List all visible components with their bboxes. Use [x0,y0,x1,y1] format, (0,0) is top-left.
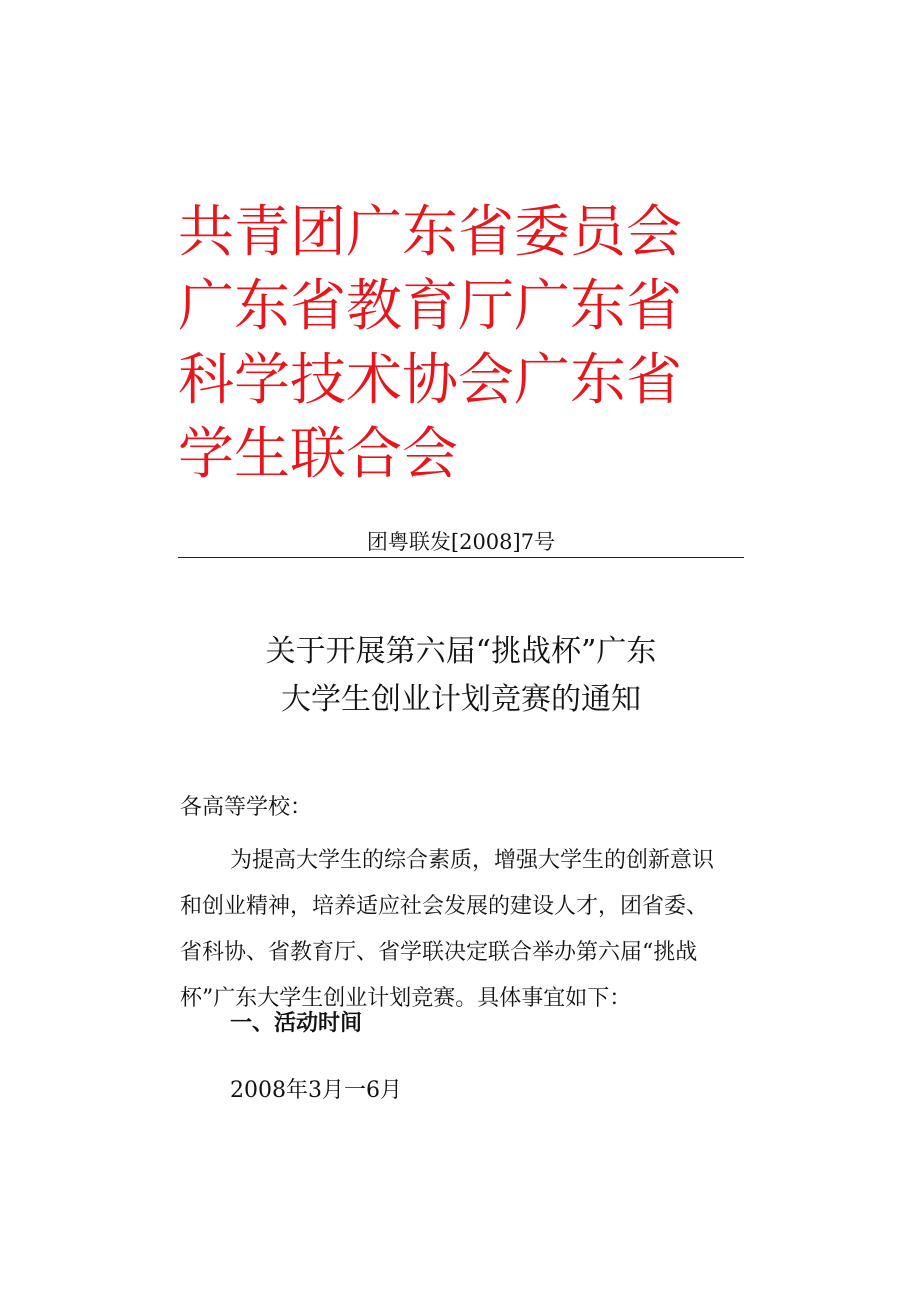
notice-title [178,628,744,724]
paragraph-line: 省科协、省教育厅、省学联决定联合举办第六届“挑战 [180,940,698,965]
title-line: 大学生创业计划竞赛的通知 [281,682,641,717]
header-line: 科学技术协会广东省 [178,348,682,413]
document-number: 团粤联发[2008]7号 [366,530,556,554]
header-divider [178,557,744,558]
paragraph-line: 为提高大学生的综合素质，增强大学生的创新意识 [230,848,715,873]
header-line: 共青团广东省委员会 [178,200,682,265]
section-text: 2008年3月一6月 [230,1078,402,1103]
intro-paragraph [180,838,746,1022]
paragraph-line: 杯”广东大学生创业计划竞赛。具体事宜如下： [180,986,632,1011]
notice-body [180,790,746,1022]
title-line: 关于开展第六届“挑战杯”广东 [265,634,657,669]
paragraph-line: 和创业精神，培养适应社会发展的建设人才，团省委、 [180,894,709,919]
header-line: 学生联合会 [178,422,458,487]
issuing-organizations-header [178,196,738,492]
salutation: 各高等学校： [180,795,313,820]
header-line: 广东省教育厅广东省 [178,274,682,339]
section-heading: 一、活动时间 [230,1011,363,1036]
